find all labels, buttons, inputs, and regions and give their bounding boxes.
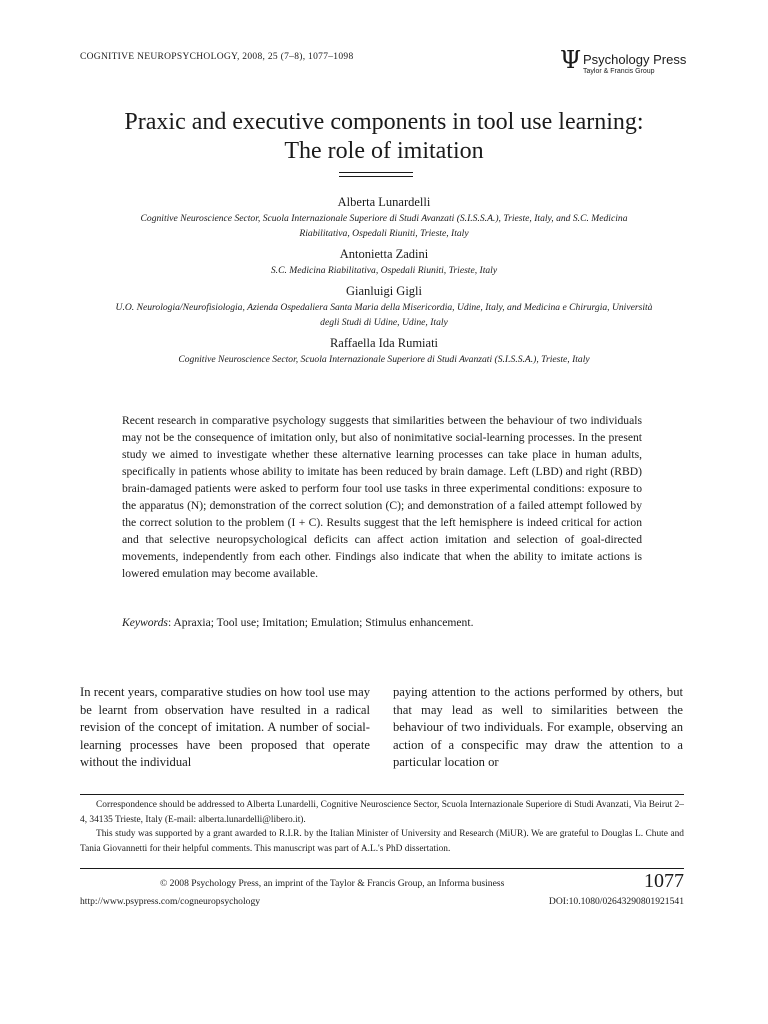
- footnote-divider: [80, 794, 684, 795]
- affiliation-line: U.O. Neurologia/Neurofisiologia, Azienda Ospedaliera Santa Maria della Misericordia, Udine, Italy, and Medicina e Chirurgia, Università: [115, 302, 653, 313]
- copyright-notice: © 2008 Psychology Press, an imprint of the Taylor & Francis Group, an Informa business: [160, 878, 505, 889]
- page-number: 1077: [644, 870, 684, 892]
- author-affiliation: [76, 211, 692, 241]
- author-affiliation: [76, 352, 692, 367]
- affiliation-line: Cognitive Neuroscience Sector, Scuola Internazionale Superiore di Studi Avanzati (S.I.S.S.A.), Trieste, Italy, and S.C. Medicina: [140, 213, 628, 224]
- footer-divider: [80, 868, 684, 869]
- keywords: [122, 614, 642, 631]
- publisher-name: Psychology Press: [583, 52, 687, 67]
- affiliation-line: Riabilitativa, Ospedali Riuniti, Trieste, Italy: [299, 228, 469, 239]
- affiliation-line: S.C. Medicina Riabilitativa, Ospedali Riuniti, Trieste, Italy: [270, 265, 498, 276]
- keywords-text: : Apraxia; Tool use; Imitation; Emulation; Stimulus enhancement.: [167, 616, 474, 629]
- journal-url[interactable]: http://www.psypress.com/cogneuropsychology: [80, 896, 261, 907]
- psi-logo-icon: Ψ: [560, 46, 582, 74]
- abstract: Recent research in comparative psychology suggests that similarities between the behaviour of two individuals may not be the consequence of imitation only, but also of nonimitative social-learning processes. In the present study we aimed to investigate whether these alternative learning processes can take place in human adults, specifically in patients whose ability to imitate has been reduced by brain damage. Left (LBD) and right (RBD) brain-damaged patients were asked to perform four tool use tasks in three experimental conditions: exposure to the apparatus (N); demonstration of the correct solution (C); and demonstration of a failed attempt followed by the correct solution to the problem (I + C). Results suggest that the left hemisphere is indeed critical for action and that selective neuropsychological deficits can affect action imitation and selection of goal-directed movements, independently from each other. Findings also indicate that when the ability to imitate actions is lowered emulation may become available.: [122, 414, 642, 580]
- author-block: [76, 194, 692, 241]
- funding-footnote: This study was supported by a grant awarded to R.I.R. by the Italian Minister of University and Research (MiUR). We are grateful to Douglas L. Chute and Tania Giovannetti for their helpful comments. This manuscript was part of A.L.'s PhD dissertation.: [80, 829, 684, 854]
- body-column-right: paying attention to the actions performed by others, but that may lead as well to similarities between the behaviour of two individuals. For example, observing an action of a conspecific may draw the attention to a particular location or: [393, 685, 683, 770]
- title-divider: [339, 172, 413, 177]
- journal-reference: COGNITIVE NEUROPSYCHOLOGY, 2008, 25 (7–8), 1077–1098: [80, 52, 354, 62]
- author-block: [76, 335, 692, 367]
- author-list: [76, 194, 692, 372]
- correspondence-footnote: Correspondence should be addressed to Alberta Lunardelli, Cognitive Neuroscience Sector, Scuola Internazionale Superiore di Studi Avanzati, Via Beirut 2–4, 34135 Trieste, Italy (E-mail: alberta.lunardelli@libero.it).: [80, 800, 684, 825]
- author-affiliation: [76, 263, 692, 278]
- title-line-1: Praxic and executive components in tool use learning:: [124, 109, 644, 135]
- article-title: [0, 108, 768, 166]
- body-column-left: In recent years, comparative studies on how tool use may be learnt from observation have resulted in a radical revision of the concept of imitation. A number of social-learning processes have been proposed that operate without the individual: [80, 685, 370, 770]
- affiliation-line: Cognitive Neuroscience Sector, Scuola Internazionale Superiore di Studi Avanzati (S.I.S.S.A.), Trieste, Italy: [178, 354, 590, 365]
- footnotes: [80, 798, 684, 856]
- author-block: [76, 283, 692, 330]
- author-block: [76, 246, 692, 278]
- keywords-label: Keywords: [122, 616, 168, 629]
- doi[interactable]: DOI:10.1080/02643290801921541: [548, 896, 684, 907]
- author-name: Antonietta Zadini: [339, 247, 429, 261]
- affiliation-line: degli Studi di Udine, Udine, Italy: [320, 317, 448, 328]
- author-affiliation: [76, 300, 692, 330]
- author-name: Gianluigi Gigli: [345, 284, 423, 298]
- author-name: Raffaella Ida Rumiati: [329, 336, 439, 350]
- author-name: Alberta Lunardelli: [337, 195, 431, 209]
- publisher-subtitle: Taylor & Francis Group: [583, 68, 655, 75]
- title-line-2: The role of imitation: [284, 138, 484, 164]
